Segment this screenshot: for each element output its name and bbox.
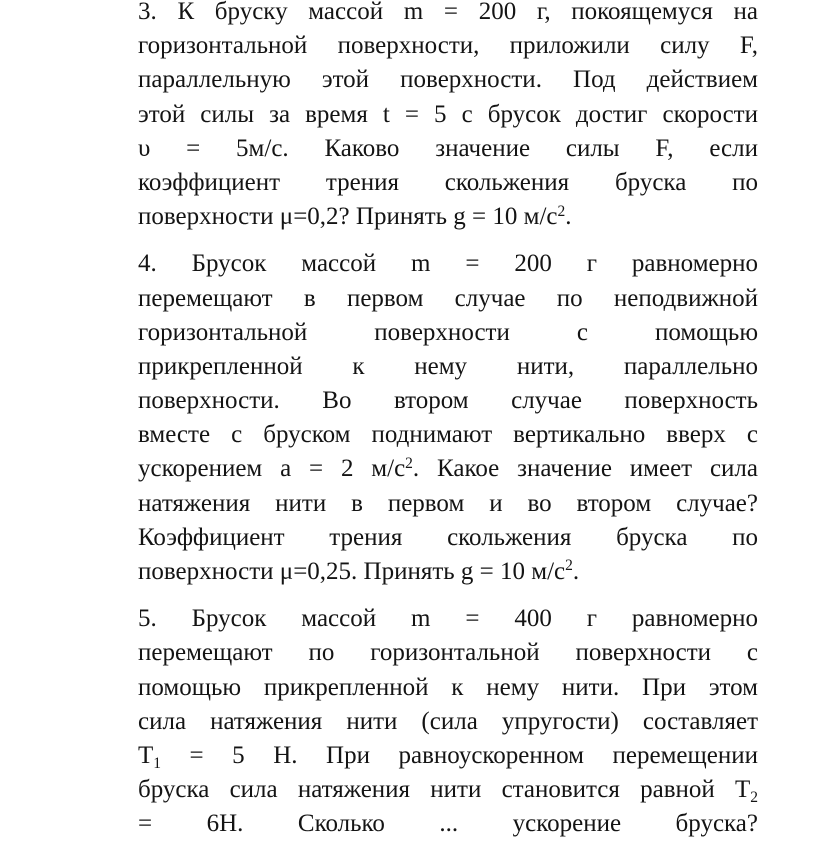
text-line-last bbox=[138, 200, 758, 234]
text-line: 4. Брусок массой m = 200 г равномерно bbox=[138, 250, 758, 278]
text-line: горизонтальной поверхности с помощью bbox=[138, 318, 758, 346]
text-fragment: поверхности μ=0,2? Принять g = 10 м/с bbox=[138, 203, 558, 231]
text-fragment: поверхности μ=0,25. Принять g = 10 м/с bbox=[138, 558, 566, 585]
text-line bbox=[138, 739, 758, 773]
text-line: вместе с бруском поднимают вертикально вверх с bbox=[138, 421, 758, 449]
subscript: 2 bbox=[750, 788, 758, 806]
subscript: 1 bbox=[153, 754, 162, 772]
text-fragment: . bbox=[565, 203, 572, 231]
text-line: коэффициент трения скольжения бруска по bbox=[138, 168, 758, 196]
text-line bbox=[138, 773, 758, 807]
text-line bbox=[138, 452, 758, 486]
problem-5 bbox=[138, 602, 758, 841]
text-line: помощью прикрепленной к нему нити. При этом bbox=[138, 673, 758, 701]
text-line: поверхности. Во втором случае поверхность bbox=[138, 387, 758, 415]
superscript: 2 bbox=[565, 557, 573, 575]
text-line: перемещают по горизонтальной поверхности с bbox=[138, 639, 758, 667]
text-line: 3. К бруску массой m = 200 г, покоящемуся на bbox=[138, 0, 758, 25]
text-fragment: . Какое значение имеет сила bbox=[412, 455, 758, 483]
text-line: прикрепленной к нему нити, параллельно bbox=[138, 352, 758, 380]
superscript: 2 bbox=[405, 454, 413, 472]
text-line: параллельную этой поверхности. Под действием bbox=[138, 66, 758, 94]
text-line: Коэффициент трения скольжения бруска по bbox=[138, 523, 758, 551]
text-line: перемещают в первом случае по неподвижной bbox=[138, 284, 758, 312]
text-line: горизонтальной поверхности, приложили силу F, bbox=[138, 32, 758, 60]
superscript: 2 bbox=[557, 202, 566, 220]
text-fragment: T bbox=[138, 741, 154, 769]
text-line-cut: = 6Н. Сколько ... ускорение бруска? bbox=[138, 810, 758, 838]
text-fragment: бруска сила натяжения нити становится равной T bbox=[138, 776, 751, 804]
text-fragment: ускорением a = 2 м/с bbox=[138, 455, 406, 483]
text-line-last bbox=[138, 555, 758, 589]
text-line: 5. Брусок массой m = 400 г равномерно bbox=[138, 605, 758, 633]
text-line: этой силы за время t = 5 с брусок достиг скорости bbox=[138, 100, 758, 128]
problem-4 bbox=[138, 247, 758, 589]
text-line: υ = 5м/с. Каково значение силы F, если bbox=[138, 134, 758, 162]
text-fragment: = 5 Н. При равноускоренном перемещении bbox=[161, 741, 758, 769]
text-fragment: . bbox=[572, 558, 580, 585]
problem-3 bbox=[138, 0, 758, 234]
document-page bbox=[138, 0, 758, 842]
text-line: натяжения нити в первом и во втором случае? bbox=[138, 489, 758, 517]
text-line: сила натяжения нити (сила упругости) составляет bbox=[138, 707, 758, 735]
